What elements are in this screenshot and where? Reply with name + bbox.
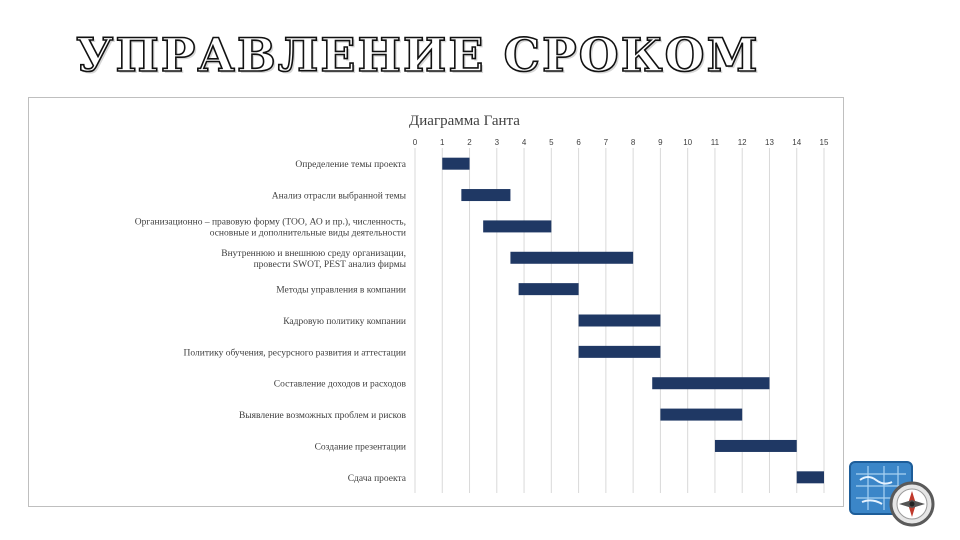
task-bar	[510, 252, 633, 264]
x-tick-label: 15	[819, 138, 829, 147]
category-label: Методы управления в компании	[276, 285, 406, 296]
chart-title: Диаграмма Ганта	[409, 113, 520, 129]
task-bar	[483, 220, 551, 232]
map-compass-icon	[846, 458, 942, 528]
task-bar	[519, 283, 579, 295]
task-bar	[797, 471, 824, 483]
category-label: Определение темы проекта	[295, 160, 406, 171]
task-bar	[652, 377, 769, 389]
category-label: провести SWOT, PEST анализ фирмы	[253, 259, 406, 270]
x-tick-label: 13	[765, 138, 774, 147]
category-label: Политику обучения, ресурсного развития и аттестации	[183, 348, 406, 359]
x-tick-label: 3	[494, 138, 500, 147]
category-label: основные и дополнительные виды деятельности	[209, 228, 406, 239]
category-label: Организационно – правовую форму (ТОО, АО и пр.), численность,	[134, 217, 406, 228]
category-label: Составление доходов и расходов	[273, 379, 406, 390]
task-bar	[442, 158, 469, 170]
gantt-chart	[28, 97, 844, 507]
category-label: Сдача проекта	[347, 473, 406, 484]
x-tick-label: 6	[576, 138, 581, 147]
x-tick-label: 7	[603, 138, 609, 147]
gantt-chart-svg	[29, 98, 843, 506]
category-label: Выявление возможных проблем и рисков	[238, 411, 406, 422]
x-tick-label: 2	[467, 138, 472, 147]
category-label: Внутреннюю и внешнюю среду организации,	[221, 248, 406, 259]
category-label: Кадровую политику компании	[283, 317, 406, 327]
task-bar	[461, 189, 510, 201]
x-tick-label: 9	[658, 138, 663, 147]
category-label: Анализ отрасли выбранной темы	[271, 191, 406, 202]
task-bar	[579, 315, 661, 327]
category-label: Создание презентации	[314, 442, 406, 453]
task-bar	[579, 346, 661, 358]
x-tick-label: 0	[412, 138, 418, 147]
x-tick-label: 10	[683, 138, 693, 147]
slide-title: УПРАВЛЕНИЕ СРОКОМ	[76, 28, 760, 82]
x-tick-label: 8	[630, 138, 636, 147]
task-bar	[660, 409, 742, 421]
x-tick-label: 5	[549, 138, 554, 147]
x-tick-label: 12	[737, 138, 747, 147]
x-tick-label: 11	[710, 138, 720, 147]
x-tick-label: 4	[521, 138, 527, 147]
task-bar	[715, 440, 797, 452]
x-tick-label: 1	[440, 138, 445, 147]
x-tick-label: 14	[792, 138, 802, 147]
